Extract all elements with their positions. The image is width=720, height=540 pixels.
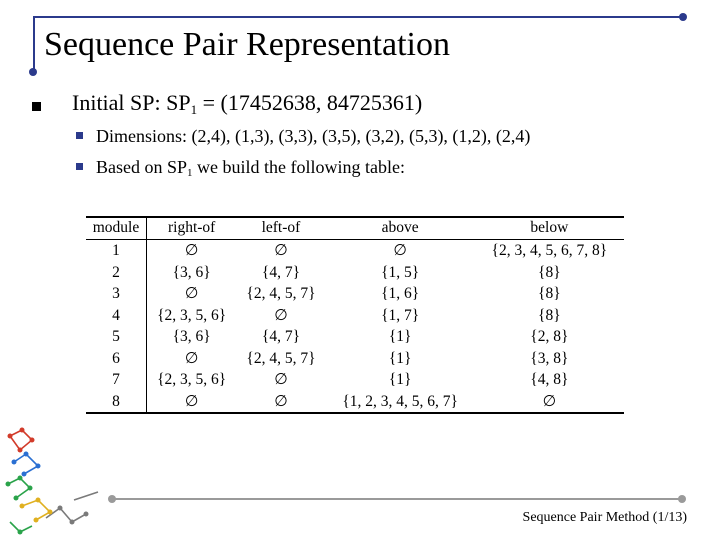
bullet-initial-sp-suffix: = (17452638, 84725361) [197, 90, 423, 115]
table-cell: {1, 7} [381, 306, 420, 324]
square-bullet-icon [32, 102, 41, 111]
footer-rule-dot-right [678, 495, 686, 503]
table-cell: ∅ [184, 242, 199, 260]
table-cell: {8} [538, 263, 561, 281]
table-cell: {2, 4, 5, 7} [246, 349, 316, 367]
table-cell: {8} [538, 306, 561, 324]
table-cell: ∅ [274, 306, 288, 324]
sub-bullet-based-on-sub: 1 [187, 167, 193, 179]
col-header-left-of: left-of [236, 217, 325, 240]
table-cell: {2, 4, 5, 7} [246, 285, 316, 303]
slide-title: Sequence Pair Representation [44, 26, 450, 63]
sub-bullet-icon [76, 163, 83, 170]
table-row [86, 262, 624, 284]
table-cell: {3, 6} [172, 263, 211, 281]
sub-bullet-dimensions: Dimensions: (2,4), (1,3), (3,3), (3,5), (3,2), (5,3), (1,2), (2,4) [96, 126, 531, 146]
table-cell: {3, 8} [530, 349, 569, 367]
col-header-right-of: right-of [147, 217, 237, 240]
sub-bullet-icon [76, 132, 83, 139]
table-cell: ∅ [274, 242, 288, 260]
footer-rule-dot-left [108, 495, 116, 503]
table-row [86, 369, 624, 391]
graph-network-logo [2, 422, 104, 540]
bullet-initial-sp-sub: 1 [190, 102, 198, 117]
table-cell: ∅ [475, 391, 624, 414]
bullet-initial-sp-prefix: Initial SP: SP [72, 90, 191, 115]
table-cell: {1, 6} [381, 285, 420, 303]
sub-bullet-based-on-suffix: we build the following table: [192, 157, 405, 177]
table-cell: ∅ [393, 242, 407, 260]
table-cell: 1 [86, 240, 147, 262]
table-cell: {2, 3, 4, 5, 6, 7, 8} [491, 242, 608, 260]
sub-bullet-based-on-prefix: Based on SP [96, 157, 188, 177]
table-cell: 8 [86, 391, 147, 414]
table-cell: 5 [86, 326, 147, 348]
footer-rule [112, 498, 682, 500]
table-cell: ∅ [184, 285, 199, 303]
table-row [86, 240, 624, 262]
bullet-initial-sp [72, 90, 422, 118]
frame-dot-bottom-left [29, 68, 37, 76]
table-cell: ∅ [236, 391, 325, 414]
sub-bullet-based-on [96, 157, 405, 179]
table-cell: 2 [86, 262, 147, 284]
table-row [86, 283, 624, 305]
table-cell: {2, 3, 5, 6} [157, 371, 227, 389]
table-header-row [86, 217, 624, 240]
frame-left-line [33, 16, 35, 72]
table-cell: ∅ [147, 391, 237, 414]
table-cell: ∅ [274, 371, 288, 389]
table-cell: {4, 7} [261, 328, 301, 346]
table-cell: {2, 8} [530, 328, 569, 346]
table-cell: 7 [86, 369, 147, 391]
col-header-module: module [86, 217, 147, 240]
slide-footer: Sequence Pair Method (1/13) [522, 510, 687, 525]
table-row [86, 326, 624, 348]
table-row [86, 348, 624, 370]
table-cell: {2, 3, 5, 6} [157, 306, 227, 324]
table-cell: {4, 7} [261, 263, 301, 281]
sp-relation-table [86, 216, 624, 414]
table-cell: {3, 6} [172, 328, 211, 346]
table-row [86, 305, 624, 327]
table-cell: 6 [86, 348, 147, 370]
table-cell: {1, 5} [381, 263, 420, 281]
frame-top-line [33, 16, 683, 18]
table-cell: 3 [86, 283, 147, 305]
table-cell: {1, 2, 3, 4, 5, 6, 7} [326, 391, 475, 414]
table-row [86, 391, 624, 414]
table-cell: {1} [388, 349, 412, 367]
table-cell: {4, 8} [530, 371, 569, 389]
col-header-below: below [475, 217, 624, 240]
col-header-above: above [326, 217, 475, 240]
table-cell: 4 [86, 305, 147, 327]
table-cell: ∅ [184, 349, 199, 367]
table-cell: {8} [538, 285, 561, 303]
table-cell: {1} [388, 371, 412, 389]
table-cell: {1} [388, 328, 412, 346]
frame-dot-top-right [679, 13, 687, 21]
